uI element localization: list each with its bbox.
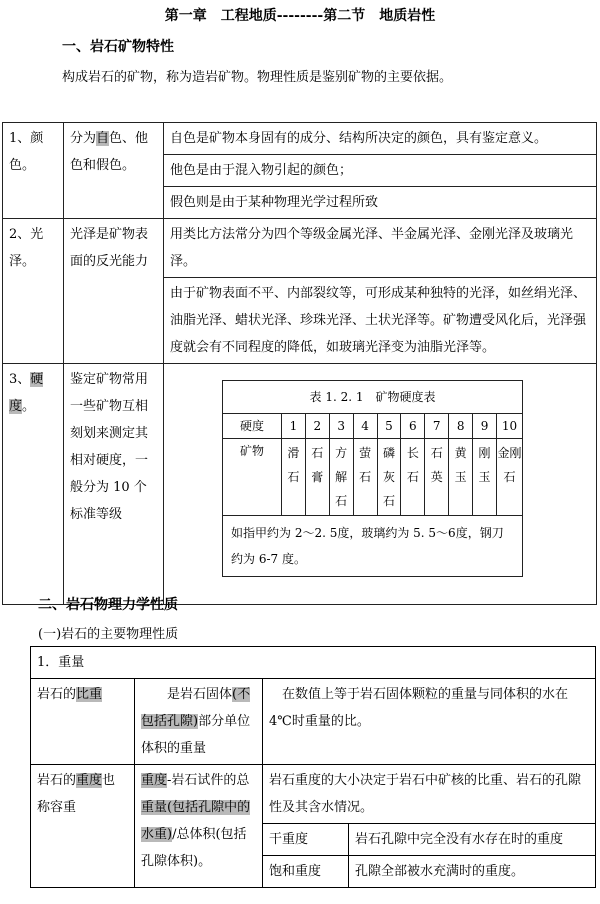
page-title: 第一章 工程地质--------第二节 地质岩性 xyxy=(164,8,436,24)
hardness-value: 8 xyxy=(449,414,473,439)
row-desc-color: 分为自色、他色和假色。 xyxy=(64,123,164,219)
row-label-color: 1、颜色。 xyxy=(3,123,64,219)
section-intro: 构成岩石的矿物，称为造岩矿物。物理性质是鉴别矿物的主要依据。 xyxy=(62,70,453,85)
mineral-name: 金刚石 xyxy=(496,439,522,516)
table-row xyxy=(31,679,596,765)
hardness-value: 6 xyxy=(401,414,425,439)
hardness-table-caption: 表 1. 2. 1 矿物硬度表 xyxy=(223,381,523,414)
hardness-value: 5 xyxy=(377,414,401,439)
hardness-value: 1 xyxy=(281,414,305,439)
table-row xyxy=(31,765,596,824)
mineral-row xyxy=(223,439,523,516)
physical-properties-table xyxy=(30,646,596,888)
group-heading: 1．重量 xyxy=(31,647,596,679)
mineral-row-label: 矿物 xyxy=(223,439,282,516)
section-heading-1: 一、岩石矿物特性 xyxy=(62,39,174,55)
detail-specific-gravity: 在数值上等于岩石固体颗粒的重量与同体积的水在 4℃时重量的比。 xyxy=(263,679,596,765)
mineral-name: 黄玉 xyxy=(449,439,473,516)
hardness-note: 如指甲约为 2～2. 5度，玻璃约为 5. 5～6度，钢刀约为 6-7 度。 xyxy=(223,516,523,577)
hardness-value: 3 xyxy=(329,414,353,439)
detail-unit-weight: 岩石重度的大小决定于岩石中矿核的比重、岩石的孔隙性及其含水情况。 xyxy=(263,765,596,824)
mineral-name: 长石 xyxy=(401,439,425,516)
section-heading-2: 二、岩石物理力学性质 xyxy=(38,597,178,613)
mineral-name: 滑石 xyxy=(281,439,305,516)
subsection-heading: (一)岩石的主要物理性质 xyxy=(38,627,179,642)
hardness-table-cell xyxy=(164,364,597,605)
mineral-name: 方解石 xyxy=(329,439,353,516)
detail-cell: 假色则是由于某种物理光学过程所致 xyxy=(164,187,597,219)
hardness-value: 7 xyxy=(425,414,449,439)
sub-name: 干重度 xyxy=(263,824,349,856)
hardness-row-label: 硬度 xyxy=(223,414,282,439)
row-label-hardness: 3、硬度。 xyxy=(3,364,64,605)
sub-name: 饱和重度 xyxy=(263,856,349,888)
row-desc-luster: 光泽是矿物表面的反光能力 xyxy=(64,219,164,364)
mineral-properties-table xyxy=(2,122,597,605)
table-row xyxy=(3,219,597,278)
mineral-name: 萤石 xyxy=(353,439,377,516)
table-row xyxy=(3,364,597,605)
hardness-value: 10 xyxy=(496,414,522,439)
hardness-value: 2 xyxy=(305,414,329,439)
sub-text: 岩石孔隙中完全没有水存在时的重度 xyxy=(349,824,596,856)
hardness-row xyxy=(223,414,523,439)
hardness-value: 4 xyxy=(353,414,377,439)
sub-text: 孔隙全部被水充满时的重度。 xyxy=(349,856,596,888)
detail-cell: 自色是矿物本身固有的成分、结构所决定的颜色，具有鉴定意义。 xyxy=(164,123,597,155)
row-desc-hardness: 鉴定矿物常用一些矿物互相刻划来测定其相对硬度，一般分为 10 个标准等级 xyxy=(64,364,164,605)
detail-cell: 用类比方法常分为四个等级金属光泽、半金属光泽、金刚光泽及玻璃光泽。 xyxy=(164,219,597,278)
mineral-name: 刚玉 xyxy=(473,439,497,516)
mineral-name: 石膏 xyxy=(305,439,329,516)
hardness-table xyxy=(222,380,523,577)
row-label-luster: 2、光泽。 xyxy=(3,219,64,364)
label-specific-gravity: 岩石的比重 xyxy=(31,679,135,765)
mineral-name: 磷灰石 xyxy=(377,439,401,516)
detail-cell: 由于矿物表面不平、内部裂纹等，可形成某种独特的光泽，如丝绢光泽、油脂光泽、蜡状光泽、珍珠光泽、土状光泽等。矿物遭受风化后，光泽强度就会有不同程度的降低，如玻璃光泽变为油脂光泽等。 xyxy=(164,278,597,364)
label-unit-weight: 岩石的重度也称容重 xyxy=(31,765,135,888)
def-unit-weight: 重度-岩石试件的总重量(包括孔隙中的水重)/总体积(包括孔隙体积)。 xyxy=(135,765,263,888)
table-row xyxy=(3,123,597,155)
detail-cell: 他色是由于混入物引起的颜色； xyxy=(164,155,597,187)
hardness-value: 9 xyxy=(473,414,497,439)
mineral-name: 石英 xyxy=(425,439,449,516)
def-specific-gravity: 是岩石固体(不包括孔隙)部分单位体积的重量 xyxy=(135,679,263,765)
